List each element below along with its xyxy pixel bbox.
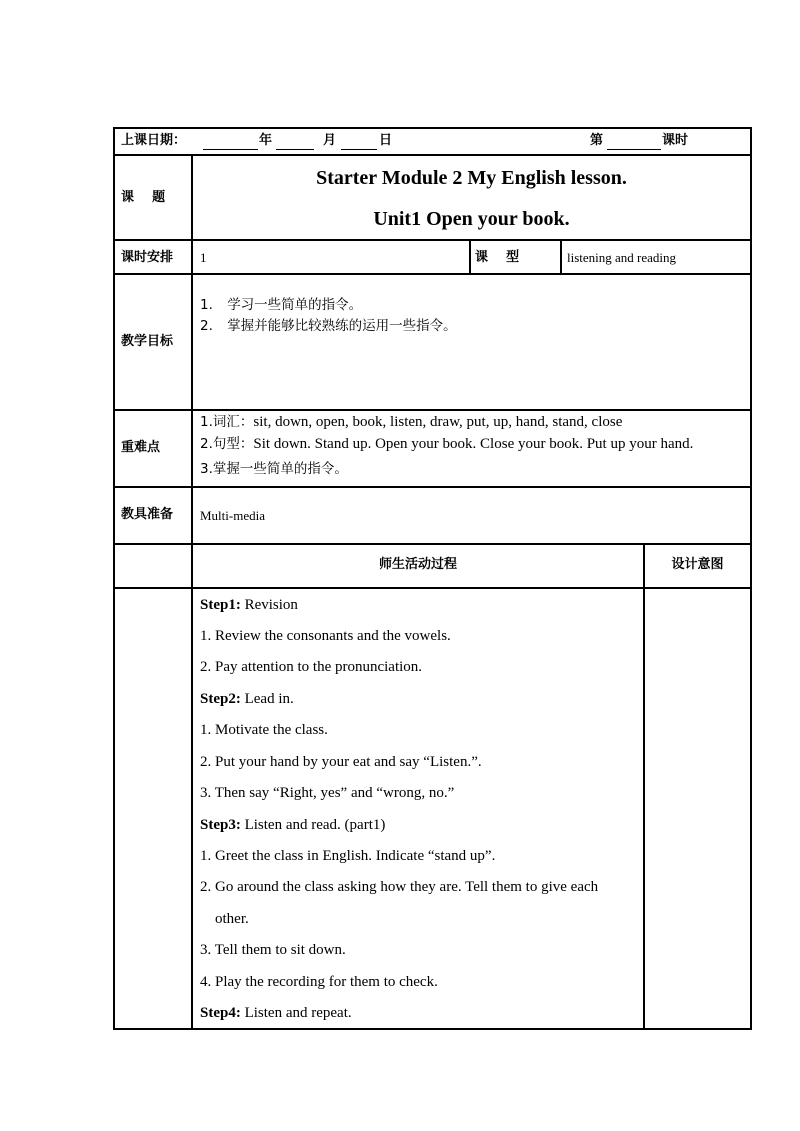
month-blank: [276, 149, 314, 150]
border-top: [113, 127, 752, 129]
type-label: 课 型: [475, 250, 520, 265]
objectives-label: 教学目标: [121, 334, 174, 349]
step-line: Step3: Listen and read. (part1): [200, 817, 386, 833]
key-point-line: 3.掌握一些简单的指令。: [200, 461, 348, 477]
step-line: Step2: Lead in.: [200, 691, 294, 707]
materials-label: 教具准备: [121, 507, 174, 522]
border-after-schedule: [113, 273, 752, 275]
border-schedule-mid1: [469, 239, 471, 275]
type-value: listening and reading: [567, 250, 677, 265]
border-intent-column: [643, 543, 645, 1030]
border-after-objectives: [113, 409, 752, 411]
step-line: 1. Motivate the class.: [200, 722, 328, 738]
year-blank: [203, 149, 258, 150]
border-after-materials: [113, 543, 752, 545]
border-after-process-header: [113, 587, 752, 589]
step-line: 2. Go around the class asking how they are. Tell them to give each: [200, 879, 599, 895]
step-line: 4. Play the recording for them to check.: [200, 974, 438, 990]
border-right: [750, 127, 752, 1030]
step-line: other.: [215, 911, 249, 927]
step-line: 2. Pay attention to the pronunciation.: [200, 659, 423, 675]
schedule-label: 课时安排: [121, 250, 174, 265]
step-line: Step1: Revision: [200, 597, 298, 613]
objective-item: 2. 掌握并能够比较熟练的运用一些指令。: [200, 318, 457, 334]
border-after-keypoints: [113, 486, 752, 488]
border-after-topic: [113, 239, 752, 241]
date-label: 上课日期：: [121, 133, 187, 148]
day-blank: [341, 149, 377, 150]
step-line: Step4: Listen and repeat.: [200, 1005, 352, 1021]
period-prefix: 第: [590, 133, 604, 148]
topic-title-line2: Unit1 Open your book.: [373, 208, 570, 230]
topic-label: 课 题: [121, 190, 166, 205]
step-line: 3. Tell them to sit down.: [200, 942, 346, 958]
topic-title-line1: Starter Module 2 My English lesson.: [316, 167, 627, 189]
border-after-header: [113, 154, 752, 156]
key-point-line: 1.词汇：sit, down, open, book, listen, draw, put, up, hand, stand, close: [200, 414, 623, 430]
intent-header: 设计意图: [671, 557, 724, 572]
month-label: 月: [323, 133, 337, 148]
border-left: [113, 127, 115, 1030]
activity-header: 师生活动过程: [378, 557, 457, 572]
step-line: 3. Then say “Right, yes” and “wrong, no.”: [200, 785, 455, 801]
materials-value: Multi-media: [200, 508, 265, 523]
period-suffix: 课时: [662, 133, 689, 148]
period-blank: [607, 149, 661, 150]
objective-item: 1. 学习一些简单的指令。: [200, 297, 363, 313]
step-line: 1. Review the consonants and the vowels.: [200, 628, 451, 644]
border-label-column: [191, 154, 193, 1030]
year-label: 年: [259, 133, 273, 148]
border-schedule-mid2: [560, 239, 562, 275]
key-points-label: 重难点: [121, 440, 161, 455]
key-point-line: 2.句型：Sit down. Stand up. Open your book. Close your book. Put up your hand.: [200, 436, 694, 452]
step-line: 1. Greet the class in English. Indicate “stand up”.: [200, 848, 496, 864]
schedule-value: 1: [200, 250, 207, 265]
border-bottom: [113, 1028, 752, 1030]
step-line: 2. Put your hand by your eat and say “Listen.”.: [200, 754, 482, 770]
day-label: 日: [379, 133, 393, 148]
